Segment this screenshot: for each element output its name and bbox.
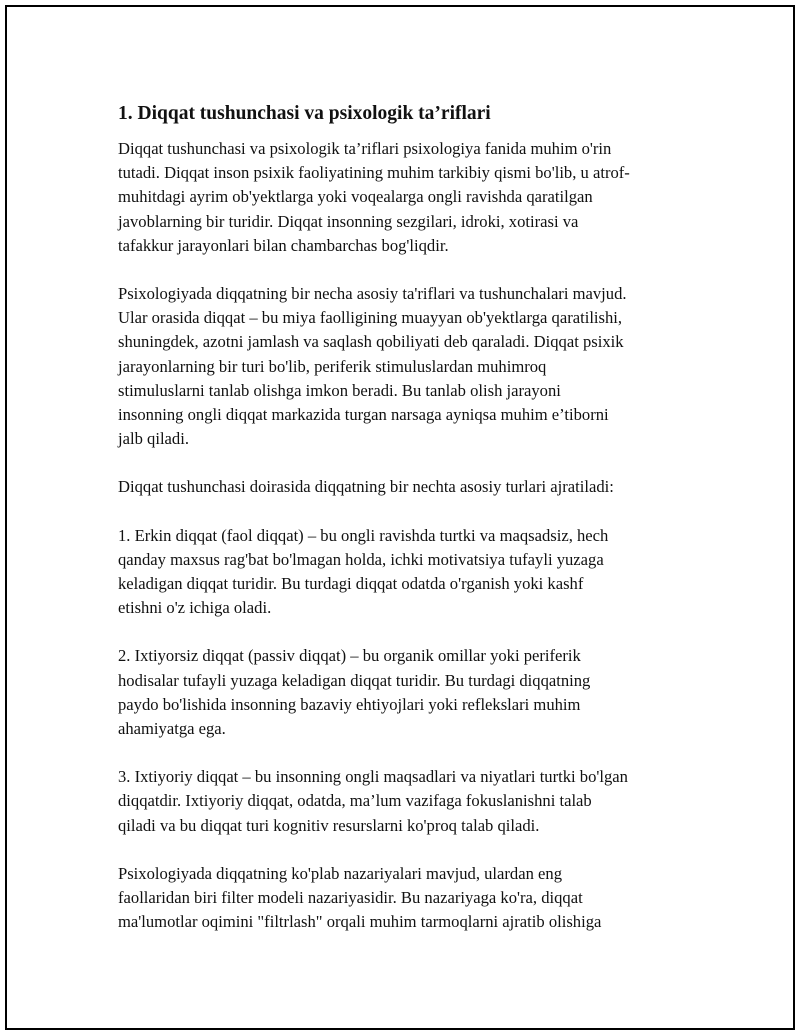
text-line: tutadi. Diqqat inson psixik faoliyatining muhim tarkibiy qismi bo'lib, u atrof- [118,163,630,183]
text-line: javoblarning bir turidir. Diqqat insonning sezgilari, idroki, xotirasi va [118,211,579,231]
text-line: 3. Ixtiyoriy diqqat – bu insonning ongli maqsadlari va niyatlari turtki bo'lgan [118,767,628,787]
section-heading: 1. Diqqat tushunchasi va psixologik ta’riflari [118,103,491,124]
text-line: jarayonlarning bir turi bo'lib, periferik stimuluslardan muhimroq [118,356,547,376]
text-line: Diqqat tushunchasi va psixologik ta’riflari psixologiya fanida muhim o'rin [118,139,612,158]
text-line: Ular orasida diqqat – bu miya faolligining muayyan ob'yektlarga qaratilishi, [118,308,623,328]
text-line: qiladi va bu diqqat turi kognitiv resurslarni ko'proq talab qiladi. [118,815,540,835]
text-line: insonning ongli diqqat markazida turgan narsaga ayniqsa muhim e’tiborni [118,405,609,425]
list-item-ixtiyoriy-diqqat [118,765,698,838]
text-line: 1. Erkin diqqat (faol diqqat) – bu ongli ravishda turtki va maqsadsiz, hech [118,525,609,545]
list-item-erkin-diqqat [118,524,698,621]
text-line: 2. Ixtiyorsiz diqqat (passiv diqqat) – bu organik omillar yoki periferik [118,646,581,666]
page-frame [5,5,795,1030]
text-line: ma'lumotlar oqimini "filtrlash" orqali muhim tarmoqlarni ajratib olishiga [118,912,602,932]
paragraph-intro [118,137,698,258]
text-line: stimuluslarni tanlab olishga imkon beradi. Bu tanlab olish jarayoni [118,380,561,400]
text-line: Diqqat tushunchasi doirasida diqqatning bir nechta asosiy turlari ajratiladi: [118,477,614,497]
text-line: ahamiyatga ega. [118,719,226,739]
text-line: etishni o'z ichiga oladi. [118,598,272,618]
text-line: tafakkur jarayonlari bilan chambarchas bog'liqdir. [118,235,449,255]
text-line: Psixologiyada diqqatning bir necha asosiy ta'riflari va tushunchalari mavjud. [118,284,627,304]
text-line: muhitdagi ayrim ob'yektlarga yoki voqealarga ongli ravishda qaratilgan [118,187,593,207]
text-line: shuningdek, azotni jamlash va saqlash qobiliyati deb qaraladi. Diqqat psixik [118,332,624,352]
text-line: Psixologiyada diqqatning ko'plab nazariyalari mavjud, ulardan eng [118,863,562,883]
text-line: paydo bo'lishida insonning bazaviy ehtiyojlari yoki reflekslari muhim [118,694,581,714]
list-item-ixtiyorsiz-diqqat [118,644,698,741]
paragraph-theories [118,862,698,935]
text-line: diqqatdir. Ixtiyoriy diqqat, odatda, ma’lum vazifaga fokuslanishni talab [118,791,592,811]
text-line: hodisalar tufayli yuzaga keladigan diqqat turidir. Bu turdagi diqqatning [118,670,591,690]
paragraph-definitions [118,282,698,451]
text-line: faollaridan biri filter modeli nazariyasidir. Bu nazariyaga ko'ra, diqqat [118,888,583,908]
text-line: qanday maxsus rag'bat bo'lmagan holda, ichki motivatsiya tufayli yuzaga [118,549,604,569]
document-body [118,101,698,958]
text-line: jalb qiladi. [118,429,189,449]
paragraph-types-intro [118,475,698,499]
text-line: keladigan diqqat turidir. Bu turdagi diqqat odatda o'rganish yoki kashf [118,574,584,594]
